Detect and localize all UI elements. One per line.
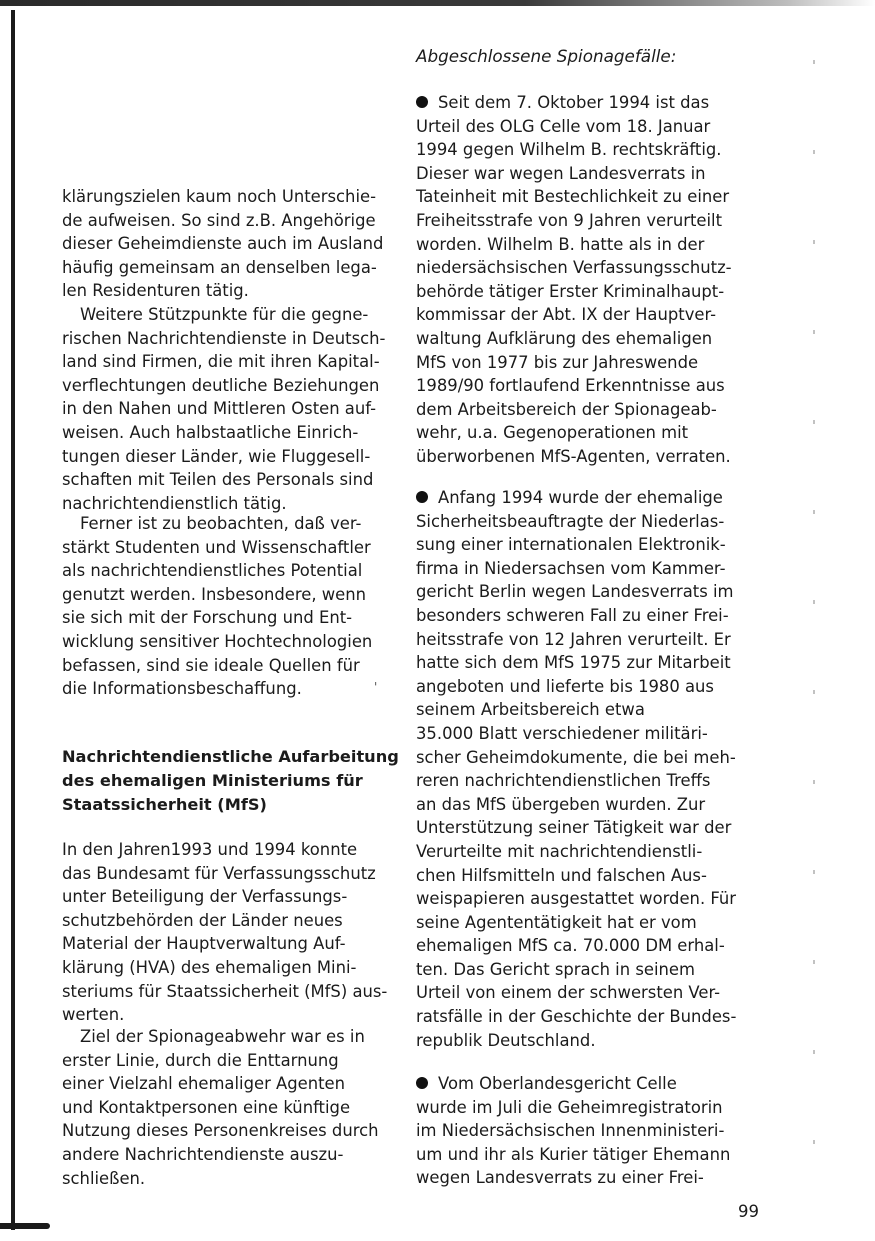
text-line: sung einer internationalen Elektronik- [416,535,726,555]
binding-foot [0,1223,50,1229]
text-line: besonders schweren Fall zu einer Frei- [416,605,729,625]
text-line: verflechtungen deutliche Beziehungen [62,375,380,395]
text-line: de aufweisen. So sind z.B. Angehörige [62,210,376,230]
text-line: Weitere Stützpunkte für die gegne- [80,305,369,324]
text-line: Material der Hauptverwaltung Auf- [62,934,346,954]
text-line [416,1072,766,1096]
text-line: heitsstrafe von 12 Jahren verurteilt. Er [416,629,731,649]
text-line: stärkt Studenten und Wissenschaftler [62,537,371,557]
text-line: häufig gemeinsam an denselben lega- [62,257,377,277]
left-paragraph-3 [62,512,382,701]
case-1 [416,91,766,469]
text-line: dem Arbeitsbereich der Spionageab- [416,399,717,419]
text-line: firma in Niedersachsen vom Kammer- [416,558,726,578]
text-line: worden. Wilhelm B. hatte als in der [416,234,705,254]
text-line-content: Seit dem 7. Oktober 1994 ist das [438,93,710,112]
bullet-icon [416,491,428,503]
left-paragraph-2 [62,303,386,515]
page-number: 99 [738,1202,759,1221]
text-line: ratsfälle in der Geschichte der Bundes- [416,1007,737,1027]
text-line: scher Geheimdokumente, die bei meh- [416,747,736,767]
bullet-icon [416,96,428,108]
text-line: nachrichtendienstlich tätig. [62,493,287,513]
running-head: Abgeschlossene Spionagefälle: [416,46,677,66]
text-line: unter Beteiligung der Verfassungs- [62,887,348,907]
heading-line: Staatssicherheit (MfS) [62,795,267,814]
text-line: überworbenen MfS-Agenten, verraten. [416,446,731,466]
scan-margin-specks [813,20,815,1200]
text-line: die Informationsbeschaffung. [62,679,302,699]
text-line: schließen. [62,1168,146,1188]
text-line: Sicherheitsbeauftragte der Niederlas- [416,511,725,531]
text-line: werten. [62,1005,125,1025]
text-line: das Bundesamt für Verfassungsschutz [62,863,376,883]
left-paragraph-5 [62,1025,382,1190]
scan-top-edge [0,0,875,6]
text-line: len Residenturen tätig. [62,281,249,301]
text-line: behörde tätiger Erster Kriminalhaupt- [416,281,725,301]
text-line: MfS von 1977 bis zur Jahreswende [416,352,699,372]
text-line: sie sich mit der Forschung und Ent- [62,608,353,628]
text-line: dieser Geheimdienste auch im Ausland [62,234,384,254]
text-line: Unterstützung seiner Tätigkeit war der [416,818,732,838]
text-line: klärung (HVA) des ehemaligen Mini- [62,957,357,977]
text-line: kommissar der Abt. IX der Hauptver- [416,305,717,325]
text-line: reren nachrichtendienstlichen Treffs [416,771,711,791]
case-2 [416,486,766,1052]
text-line: weisen. Auch halbstaatliche Einrich- [62,422,359,442]
text-line: waltung Aufklärung des ehemaligen [416,328,713,348]
text-line: In den Jahren1993 und 1994 konnte [62,840,358,859]
text-line: Urteil des OLG Celle vom 18. Januar [416,116,711,136]
text-line: klärungszielen kaum noch Unterschie- [62,187,376,206]
text-line: wehr, u.a. Gegenoperationen mit [416,423,689,443]
text-line: Ferner ist zu beobachten, daß ver- [80,514,362,533]
text-line [416,91,766,115]
text-line: Dieser war wegen Landesverrats in [416,163,706,183]
section-heading [62,745,399,817]
case-3 [416,1072,766,1190]
text-line: Tateinheit mit Bestechlichkeit zu einer [416,187,730,207]
text-line: 35.000 Blatt verschiedener militäri- [416,723,708,743]
text-line: steriums für Staatssicherheit (MfS) aus- [62,981,388,1001]
text-line: an das MfS übergeben wurden. Zur [416,794,706,814]
text-line: schaften mit Teilen des Personals sind [62,470,374,490]
text-line: genutzt werden. Insbesondere, wenn [62,584,367,604]
text-line: schutzbehörden der Länder neues [62,910,343,930]
text-line: gericht Berlin wegen Landesverrats im [416,582,734,602]
text-line: einer Vielzahl ehemaliger Agenten [62,1074,346,1094]
text-line: chen Hilfsmitteln und falschen Aus- [416,865,707,885]
text-line-content: Anfang 1994 wurde der ehemalige [438,488,723,507]
text-line: ten. Das Gericht sprach in seinem [416,959,695,979]
heading-line: des ehemaligen Ministeriums für [62,771,363,790]
text-line: Urteil von einem der schwersten Ver- [416,983,721,1003]
text-line: um und ihr als Kurier tätiger Ehemann [416,1144,731,1164]
text-line: als nachrichtendienstliches Potential [62,561,363,581]
left-paragraph-1 [62,185,382,303]
text-line: befassen, sind sie ideale Quellen für [62,655,360,675]
text-line: wegen Landesverrats zu einer Frei- [416,1168,704,1188]
text-line: angeboten und lieferte bis 1980 aus [416,676,714,696]
text-line: erster Linie, durch die Enttarnung [62,1050,339,1070]
text-line: andere Nachrichtendienste auszu- [62,1144,344,1164]
bullet-icon [416,1077,428,1089]
text-line: Freiheitsstrafe von 9 Jahren verurteilt [416,210,723,230]
text-line: Nutzung dieses Personenkreises durch [62,1121,379,1141]
left-paragraph-4 [62,838,388,1027]
text-line: im Niedersächsischen Innenministeri- [416,1121,725,1141]
text-line: in den Nahen und Mittleren Osten auf- [62,399,377,419]
text-line: rischen Nachrichtendienste in Deutsch- [62,328,386,348]
text-line: ehemaligen MfS ca. 70.000 DM erhal- [416,936,725,956]
text-line: weispapieren ausgestattet worden. Für [416,889,737,909]
text-line-content: Vom Oberlandesgericht Celle [438,1074,677,1093]
binding-line [11,10,15,1230]
text-line: Verurteilte mit nachrichtendienstli- [416,841,703,861]
text-line: und Kontaktpersonen eine künftige [62,1097,351,1117]
text-line: hatte sich dem MfS 1975 zur Mitarbeit [416,653,731,673]
text-line: 1994 gegen Wilhelm B. rechtskräftig. [416,140,722,160]
text-line: seinem Arbeitsbereich etwa [416,700,645,720]
heading-line: Nachrichtendienstliche Aufarbeitung [62,747,399,766]
text-line: republik Deutschland. [416,1030,596,1050]
stray-mark: ' [374,680,378,694]
text-line: wicklung sensitiver Hochtechnologien [62,631,373,651]
text-line: Ziel der Spionageabwehr war es in [80,1027,365,1046]
text-line: niedersächsischen Verfassungsschutz- [416,258,732,278]
text-line: land sind Firmen, die mit ihren Kapital- [62,352,380,372]
text-line: seine Agententätigkeit hat er vom [416,912,697,932]
text-line: tungen dieser Länder, wie Fluggesell- [62,446,371,466]
text-line: 1989/90 fortlaufend Erkenntnisse aus [416,376,725,396]
text-line [416,486,766,510]
text-line: wurde im Juli die Geheimregistratorin [416,1097,723,1117]
